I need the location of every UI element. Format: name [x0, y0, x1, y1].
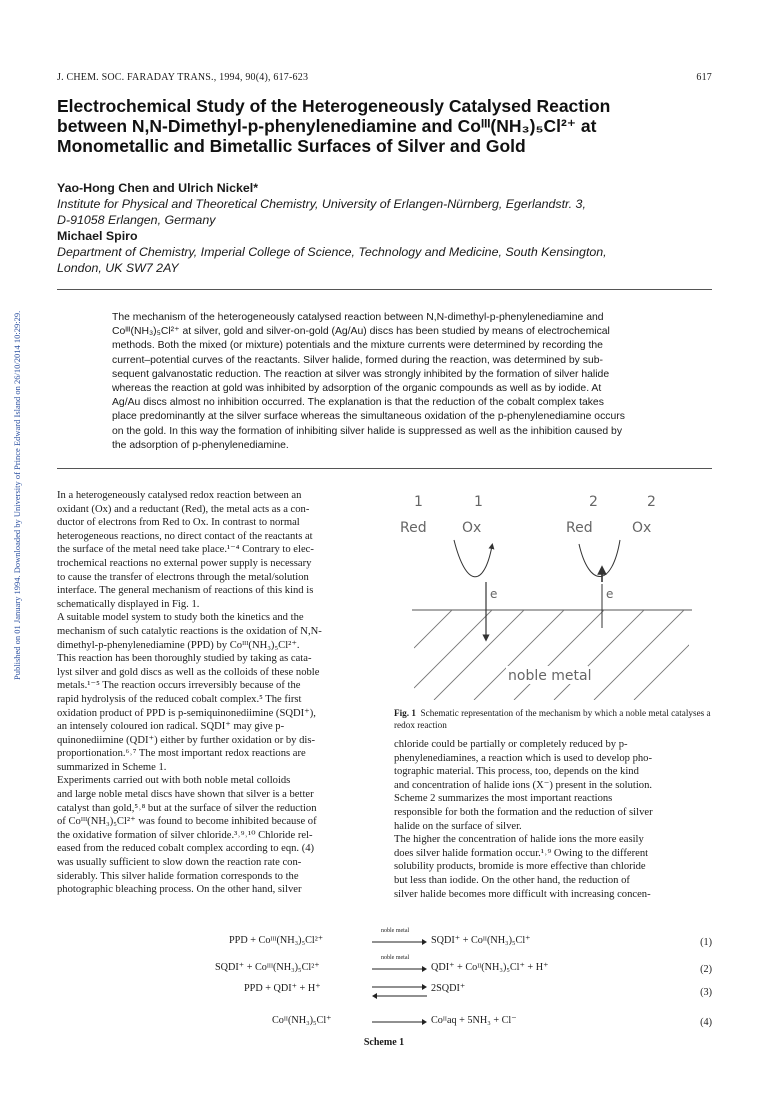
eq2-products: QDI⁺ + Coᴵᴵ(NH₃)₅Cl⁺ + H⁺: [431, 962, 549, 973]
fig-label-ox-1: Ox: [462, 520, 482, 536]
fig-label-red-2: Red: [566, 520, 593, 536]
caption-label: Fig. 1: [394, 708, 416, 718]
body-line: chloride could be partially or completely reduced by p-: [394, 739, 628, 750]
body-line: ductor of electrons from Red to Ox. In contrast to normal: [57, 517, 300, 529]
eq3-number: (3): [700, 987, 712, 998]
eq4-products: Coᴵᴵaq + 5NH₃ + Cl⁻: [431, 1015, 517, 1026]
body-line: mechanism of such catalytic reactions is the oxidation of N,N-: [57, 625, 322, 637]
eq1-catalyst-label: noble metal: [381, 928, 410, 934]
body-line: solubility products, bromide is more effective than chloride: [394, 861, 646, 873]
body-line: but less than iodide. On the other hand, the reduction of: [394, 874, 630, 886]
body-line: was usually sufficient to slow down the reaction rate con-: [57, 857, 302, 869]
fig-label-ox-2: Ox: [632, 520, 652, 536]
body-line: This reaction has been thoroughly studied by taking as cata-: [57, 653, 312, 665]
eq1-number: (1): [700, 937, 712, 948]
author-names: Yao-Hong Chen and Ulrich Nickel*: [57, 181, 259, 195]
body-line: In a heterogeneously catalysed redox reaction between an: [57, 490, 302, 501]
caption-text: Schematic representation of the mechanism by which a noble metal catalyses a redox reaction: [394, 708, 711, 730]
body-line: of Coᴵᴵᴵ(NH₃)₅Cl²⁺ was found to become inhibited because of: [57, 816, 317, 828]
abstract-line: Ag/Au discs almost no inhibition occurred. The explanation is that the reduction of the cobalt complex takes: [112, 397, 604, 409]
body-line: metals.¹⁻⁵ The reaction occurs irreversibly because of the: [57, 680, 301, 692]
title-line-2: between N,N-Dimethyl-p-phenylenediamine and Coᴵᴵᴵ(NH₃)₅Cl²⁺ at: [57, 116, 597, 136]
body-line: quinonediimine (QDI⁺) either by further oxidation or by dis-: [57, 734, 316, 746]
eq2-number: (2): [700, 964, 712, 975]
body-line: interface. The general mechanism of reactions of this kind is: [57, 585, 314, 597]
fig-label-e-2: e: [606, 587, 614, 601]
body-line: A suitable model system to study both the kinetics and the: [57, 612, 304, 624]
abstract-line: Coᴵᴵᴵ(NH₃)₅Cl²⁺ at silver, gold and silver-on-gold (Ag/Au) discs has been studied by means of electrochemical: [112, 326, 610, 338]
body-line: oxidation product of PPD is p-semiquinonediimine (SQDI⁺),: [57, 707, 316, 719]
body-line: halide on the surface of silver.: [394, 820, 522, 832]
body-line: heterogeneous reactions, no direct contact of the reactants at: [57, 530, 313, 542]
body-line: lyst silver and gold discs as well as the colloids of these noble: [57, 666, 320, 678]
fig-label-1a: 1: [414, 494, 423, 510]
eq3-equilibrium-arrows: [372, 983, 428, 1001]
body-line: catalyst than gold,⁵˒⁸ but at the surface of silver the reduction: [57, 802, 317, 814]
body-line: phenylenediamines, a reaction which is used to develop pho-: [394, 752, 653, 764]
eq4-number: (4): [700, 1017, 712, 1028]
abstract-line: The mechanism of the heterogeneously catalysed reaction between N,N-dimethyl-p-phenylenediamine and: [112, 312, 604, 323]
journal-citation: J. CHEM. SOC. FARADAY TRANS., 1994, 90(4), 617-623: [57, 72, 309, 83]
affiliation-line: Institute for Physical and Theoretical Chemistry, University of Erlangen-Nürnberg, Egerlandstr. 3,: [57, 197, 586, 211]
body-line: does silver halide formation occur.¹˒⁹ Owing to the different: [394, 847, 649, 859]
body-line: Scheme 2 summarizes the most important reactions: [394, 793, 613, 805]
body-line: summarized in Scheme 1.: [57, 761, 167, 773]
abstract-line: current–potential curves of the reactants. Silver halide, formed during the reaction, was determined by sub-: [112, 354, 603, 366]
title-line-3: Monometallic and Bimetallic Surfaces of Silver and Gold: [57, 136, 526, 156]
body-line: and concentration of halide ions (X⁻) present in the solution.: [394, 779, 653, 791]
author-names: Michael Spiro: [57, 229, 138, 243]
affiliation-line: D-91058 Erlangen, Germany: [57, 213, 216, 227]
body-line: to cause the transfer of electrons through the metal/solution: [57, 571, 309, 583]
abstract-line: the adsorption of p-phenylenediamine.: [112, 439, 289, 451]
affiliation-line: London, UK SW7 2AY: [57, 261, 179, 275]
fig-label-noble-metal: noble metal: [508, 668, 592, 684]
body-line: rapid hydrolysis of the reduced cobalt complex.⁵ The first: [57, 693, 302, 705]
affiliation-line: Department of Chemistry, Imperial College of Science, Technology and Medicine, South Kensington,: [57, 245, 607, 259]
body-line: dimethyl-p-phenylenediamine (PPD) by Coᴵᴵᴵ(NH₃)₅Cl²⁺.: [57, 639, 300, 651]
body-line: trochemical reactions no external power supply is necessary: [57, 557, 312, 569]
body-line: silver halide becomes more difficult with increasing concen-: [394, 888, 651, 900]
scheme-label: Scheme 1: [363, 1037, 405, 1048]
body-line: the surface of the metal need take place.¹⁻⁴ Contrary to elec-: [57, 544, 314, 556]
body-line: and large noble metal discs have shown that silver is a better: [57, 789, 314, 801]
body-line: responsible for both the formation and the reduction of silver: [394, 806, 653, 818]
download-notice-text: Published on 01 January 1994. Downloaded by University of Prince Edward Island on 26/10/2014 10:29:29.: [12, 310, 22, 680]
title-line-1: Electrochemical Study of the Heterogeneously Catalysed Reaction: [57, 96, 611, 116]
eq4-reactants: Coᴵᴵ(NH₃)₅Cl⁺: [272, 1015, 332, 1026]
body-line: an intensely coloured ion radical. SQDI⁺ may give p-: [57, 721, 285, 733]
abstract-line: whereas the reaction at gold was inhibited by adsorption of the organic compounds as well as by iodide. At: [112, 383, 602, 395]
body-line: tographic material. This process, too, depends on the kind: [394, 766, 639, 778]
body-line: oxidant (Ox) and a reductant (Red), the metal acts as a con-: [57, 503, 310, 515]
body-line: Experiments carried out with both noble metal colloids: [57, 775, 291, 787]
eq4-arrow: [372, 1018, 428, 1026]
body-line: photographic bleaching process. On the other hand, silver: [57, 884, 302, 896]
body-line: siderably. This silver halide formation corresponds to the: [57, 870, 299, 882]
eq3-products: 2SQDI⁺: [431, 983, 466, 994]
body-line: schematically displayed in Fig. 1.: [57, 598, 200, 610]
eq3-reactants: PPD + QDI⁺ + H⁺: [244, 983, 321, 994]
eq2-arrow: [372, 965, 428, 973]
eq2-reactants: SQDI⁺ + Coᴵᴵᴵ(NH₃)₅Cl²⁺: [215, 962, 320, 973]
abstract-line: methods. Both the mixed (or mixture) potentials and the mixture currents were determined by recording the: [112, 340, 603, 352]
fig-label-2b: 2: [647, 494, 656, 510]
body-line: The higher the concentration of halide ions the more easily: [394, 834, 644, 846]
abstract-line: sequent galvanostatic reduction. The reaction at silver was strongly inhibited by the formation of silver halide: [112, 368, 610, 380]
eq1-arrow: [372, 938, 428, 946]
fig-label-2a: 2: [589, 494, 598, 510]
abstract-line: place predominantly at the silver surface whereas the simultaneous oxidation of the p-phenylenediamine occurs: [112, 411, 625, 423]
body-line: eased from the reduced cobalt complex according to eqn. (4): [57, 843, 315, 855]
eq1-reactants: PPD + Coᴵᴵᴵ(NH₃)₅Cl²⁺: [229, 935, 324, 946]
abstract-line: on the gold. In this way the formation of inhibiting silver halide is suppressed as well as the inhibition caused by: [112, 425, 623, 437]
eq2-catalyst-label: noble metal: [381, 955, 410, 961]
fig-label-red-1: Red: [400, 520, 427, 536]
eq1-products: SQDI⁺ + Coᴵᴵ(NH₃)₅Cl⁺: [431, 935, 531, 946]
fig-label-e-1: e: [490, 587, 498, 601]
body-line: the oxidative formation of silver chloride.³˒⁹˒¹⁰ Chloride rel-: [57, 829, 313, 841]
fig-label-1b: 1: [474, 494, 483, 510]
page-number: 617: [696, 72, 712, 83]
body-line: proportionation.⁶˒⁷ The most important redox reactions are: [57, 748, 306, 760]
